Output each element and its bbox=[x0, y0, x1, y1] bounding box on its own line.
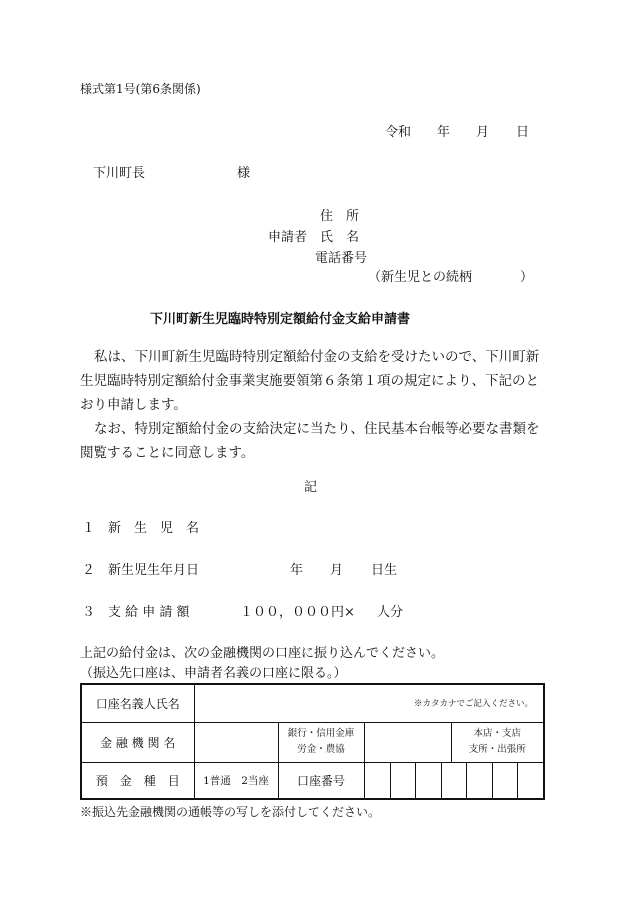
account-digit-6[interactable] bbox=[492, 763, 518, 799]
deposit-type-options[interactable]: 1普通 2当座 bbox=[194, 762, 278, 799]
bank-type-options bbox=[278, 722, 364, 762]
deposit-type-label: 預 金 種 目 bbox=[81, 762, 194, 799]
footer-note: ※振込先金融機関の通帳等の写しを添付してください。 bbox=[80, 805, 381, 819]
account-holder-label: 口座名義人氏名 bbox=[81, 684, 194, 722]
account-digit-5[interactable] bbox=[467, 763, 493, 799]
account-digit-3[interactable] bbox=[416, 763, 442, 799]
body-paragraph-2: なお、特別定額給付金の支給決定に当たり、住民基本台帳等必要な書類を閲覧することに同意します。 bbox=[80, 421, 540, 461]
branch-type-line-2: 支所・出張所 bbox=[468, 744, 526, 755]
date-era: 令和 bbox=[385, 125, 412, 140]
applicant-relation-close: ） bbox=[520, 270, 534, 285]
item-3-amount: １００，０００円× bbox=[240, 605, 355, 620]
addressee-name: 下川町長 bbox=[93, 166, 146, 181]
account-number-label: 口座番号 bbox=[278, 762, 364, 799]
applicant-name-label: 氏 名 bbox=[320, 230, 360, 245]
date-day: 日 bbox=[516, 125, 530, 140]
bank-account-table bbox=[80, 683, 545, 800]
account-number-grid bbox=[365, 763, 544, 799]
body-paragraph-1: 私は、下川町新生児臨時特別定額給付金の支給を受けたいので、下川町新生児臨時特別定額給付金事業実施要領第６条第１項の規定により、下記のとおり申請します。 bbox=[80, 349, 540, 413]
branch-type-line-1: 本店・支店 bbox=[473, 728, 522, 739]
account-digit-4[interactable] bbox=[441, 763, 467, 799]
table-row-account-holder bbox=[81, 684, 544, 722]
item-2-label: 新生児生年月日 bbox=[108, 563, 200, 578]
account-digit-1[interactable] bbox=[365, 763, 391, 799]
date-month: 月 bbox=[476, 125, 490, 140]
bank-note-2: （振込先口座は、申請者名義の口座に限る。） bbox=[80, 666, 347, 681]
page-title: 下川町新生児臨時特別定額給付金支給申請書 bbox=[150, 312, 411, 327]
item-3-unit: 人分 bbox=[377, 605, 404, 620]
branch-type-options bbox=[451, 722, 544, 762]
account-number-boxes[interactable] bbox=[364, 762, 544, 799]
bank-note-1: 上記の給付金は、次の金融機関の口座に振り込んでください。 bbox=[80, 646, 445, 661]
item-1-number: １ bbox=[82, 521, 96, 536]
item-3-number: ３ bbox=[82, 605, 96, 620]
account-digit-2[interactable] bbox=[390, 763, 416, 799]
item-3-label: 支 給 申 請 額 bbox=[108, 605, 190, 620]
table-row-bank-name bbox=[81, 722, 544, 762]
addressee-honorific: 様 bbox=[237, 166, 251, 181]
bank-type-line-1: 銀行・信用金庫 bbox=[287, 728, 355, 739]
applicant-phone-label: 電話番号 bbox=[315, 251, 368, 266]
item-2-number: ２ bbox=[82, 563, 96, 578]
body-text bbox=[80, 345, 550, 465]
account-holder-input[interactable] bbox=[194, 684, 544, 722]
applicant-address-label: 住 所 bbox=[320, 209, 360, 224]
date-year: 年 bbox=[437, 125, 451, 140]
ki-heading: 記 bbox=[304, 480, 318, 495]
bank-type-line-2: 労金・農協 bbox=[297, 744, 345, 755]
table-row-deposit-type bbox=[81, 762, 544, 799]
account-holder-hint: ※カタカナでご記入ください。 bbox=[414, 699, 534, 710]
item-2-year: 年 bbox=[290, 563, 304, 578]
bank-name-label: 金 融 機 関 名 bbox=[81, 722, 194, 762]
item-2-month: 月 bbox=[330, 563, 344, 578]
item-1-label: 新 生 児 名 bbox=[108, 521, 200, 536]
form-number: 様式第1号(第6条関係) bbox=[80, 82, 201, 96]
item-2-day: 日生 bbox=[371, 563, 398, 578]
applicant-label: 申請者 bbox=[268, 230, 308, 245]
applicant-relation-label: （新生児との続柄 bbox=[368, 270, 473, 285]
account-digit-7[interactable] bbox=[518, 763, 544, 799]
branch-name-input[interactable] bbox=[364, 722, 451, 762]
bank-name-input[interactable] bbox=[194, 722, 278, 762]
